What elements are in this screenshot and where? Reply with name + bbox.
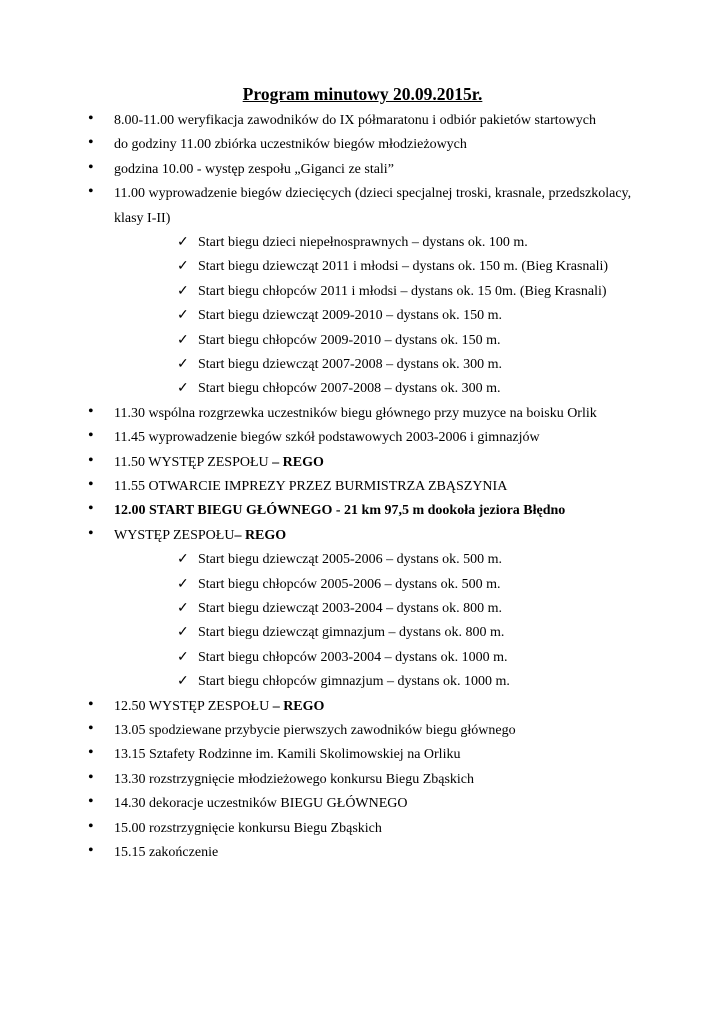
item-text-bold: – REGO — [234, 527, 287, 543]
bullet-icon: • — [88, 817, 94, 835]
item-text: Start biegu dziewcząt 2011 i młodsi – dystans ok. 150 m. (Bieg Krasnali) — [198, 259, 609, 275]
list-item — [0, 136, 725, 156]
bullet-icon: • — [88, 183, 94, 201]
checklist-item — [0, 258, 725, 278]
item-text: Start biegu dziewcząt 2005-2006 – dystans ok. 500 m. — [198, 552, 503, 568]
item-text: Start biegu dzieci niepełnosprawnych – dystans ok. 100 m. — [198, 235, 528, 250]
bullet-icon: • — [88, 134, 94, 152]
list-item — [0, 844, 725, 864]
item-text-continuation: klasy I-II) — [114, 210, 171, 226]
item-text: 11.30 wspólna rozgrzewka uczestników biegu głównego przy muzyce na boisku Orlik — [114, 405, 597, 421]
list-item — [0, 746, 725, 766]
item-text: Start biegu chłopców 2009-2010 – dystans ok. 150 m. — [198, 332, 501, 348]
checkmark-icon: ✓ — [177, 357, 189, 372]
checkmark-icon: ✓ — [177, 601, 189, 616]
list-item — [0, 768, 725, 791]
item-text: 11.45 wyprowadzenie biegów szkół podstawowych 2003-2006 i gimnazjów — [114, 430, 540, 446]
bullet-icon: • — [88, 768, 94, 786]
bullet-icon: • — [88, 110, 94, 127]
item-text: Start biegu chłopców 2007-2008 – dystans ok. 300 m. — [198, 381, 501, 397]
list-item — [0, 402, 725, 425]
item-text: 11.00 wyprowadzenie biegów dziecięcych (dzieci specjalnej troski, krasnale, przedszkolacy, — [114, 186, 632, 202]
checklist-item — [0, 576, 725, 596]
checkmark-icon: ✓ — [177, 625, 189, 641]
item-text: do godziny 11.00 zbiórka uczestników biegów młodzieżowych — [114, 137, 467, 153]
list-item — [0, 185, 725, 205]
list-item — [0, 795, 725, 815]
bullet-icon: • — [88, 695, 94, 713]
item-text: 11.50 WYSTĘP ZESPOŁU – REGO — [114, 454, 324, 470]
list-item — [0, 502, 725, 522]
item-text: Start biegu chłopców 2003-2004 – dystans ok. 1000 m. — [198, 649, 508, 665]
item-text: Start biegu chłopców gimnazjum – dystans ok. 1000 m. — [198, 674, 510, 690]
checkmark-icon: ✓ — [177, 674, 189, 690]
checklist-item — [0, 624, 725, 644]
checkmark-icon: ✓ — [177, 235, 189, 250]
bullet-icon: • — [88, 451, 94, 469]
bullet-icon: • — [88, 842, 94, 859]
list-item — [0, 112, 725, 132]
item-text: Start biegu dziewcząt 2009-2010 – dystans ok. 150 m. — [198, 308, 503, 324]
checklist-item — [0, 332, 725, 352]
bullet-icon: • — [88, 744, 94, 762]
item-text: Start biegu dziewcząt gimnazjum – dystans ok. 800 m. — [198, 625, 505, 641]
bullet-icon: • — [88, 524, 94, 542]
list-item — [0, 451, 725, 474]
item-text: WYSTĘP ZESPOŁU– REGO — [114, 527, 287, 543]
checkmark-icon: ✓ — [177, 283, 189, 299]
item-text: 13.05 spodziewane przybycie pierwszych zawodników biegu głównego — [114, 723, 516, 738]
item-text: Start biegu chłopców 2005-2006 – dystans ok. 500 m. — [198, 576, 501, 592]
item-text: 14.30 dekoracje uczestników BIEGU GŁÓWNEGO — [114, 796, 408, 812]
list-item — [0, 524, 725, 547]
item-text: 15.00 rozstrzygnięcie konkursu Biegu Zbąskich — [114, 820, 382, 836]
checkmark-icon: ✓ — [177, 649, 189, 665]
bullet-icon: • — [88, 427, 94, 445]
bullet-icon: • — [88, 500, 94, 518]
checkmark-icon: ✓ — [177, 332, 189, 348]
checklist-item — [0, 307, 725, 327]
page-title: Program minutowy 20.09.2015r. — [242, 84, 483, 104]
bullet-icon: • — [88, 476, 94, 493]
checkmark-icon: ✓ — [177, 576, 189, 592]
item-text: godzina 10.00 - występ zespołu „Giganci ze stali” — [114, 161, 394, 177]
checklist-item — [0, 673, 725, 693]
checklist-item — [0, 283, 725, 303]
checkmark-icon: ✓ — [177, 381, 189, 397]
item-text: 8.00-11.00 weryfikacja zawodników do IX półmaratonu i odbiór pakietów startowych — [114, 113, 596, 128]
item-text: 12.00 START BIEGU GŁÓWNEGO - 21 km 97,5 m dookoła jeziora Błędno — [114, 503, 566, 519]
item-text: 11.55 OTWARCIE IMPREZY PRZEZ BURMISTRZA ZBĄSZYNIA — [114, 479, 508, 494]
item-text-bold: – REGO — [269, 698, 325, 714]
checkmark-icon: ✓ — [177, 308, 189, 324]
list-item — [0, 158, 725, 181]
bullet-icon: • — [88, 158, 94, 176]
list-item — [0, 478, 725, 498]
checklist-item — [0, 649, 725, 669]
bullet-icon: • — [88, 720, 94, 737]
item-text: Start biegu chłopców 2011 i młodsi – dystans ok. 15 0m. (Bieg Krasnali) — [198, 283, 607, 299]
checklist-item — [0, 600, 725, 620]
item-text: Start biegu dziewcząt 2003-2004 – dystans ok. 800 m. — [198, 601, 503, 616]
item-text: 13.15 Sztafety Rodzinne im. Kamili Skolimowskiej na Orliku — [114, 747, 461, 763]
item-text: 15.15 zakończenie — [114, 845, 219, 860]
list-item — [0, 817, 725, 840]
list-item — [0, 695, 725, 718]
checklist-item — [0, 234, 725, 254]
checklist-item — [0, 551, 725, 571]
checkmark-icon: ✓ — [177, 259, 189, 275]
checklist-item — [0, 356, 725, 376]
item-text: Start biegu dziewcząt 2007-2008 – dystans ok. 300 m. — [198, 357, 503, 372]
item-text: 13.30 rozstrzygnięcie młodzieżowego konkursu Biegu Zbąskich — [114, 771, 475, 787]
item-text-bold: – REGO — [268, 454, 324, 470]
list-item — [0, 722, 725, 742]
bullet-icon: • — [88, 402, 94, 420]
bullet-icon: • — [88, 793, 94, 811]
list-item — [0, 429, 725, 449]
item-text: 12.50 WYSTĘP ZESPOŁU – REGO — [114, 698, 325, 714]
checkmark-icon: ✓ — [177, 552, 189, 568]
checklist-item — [0, 380, 725, 400]
